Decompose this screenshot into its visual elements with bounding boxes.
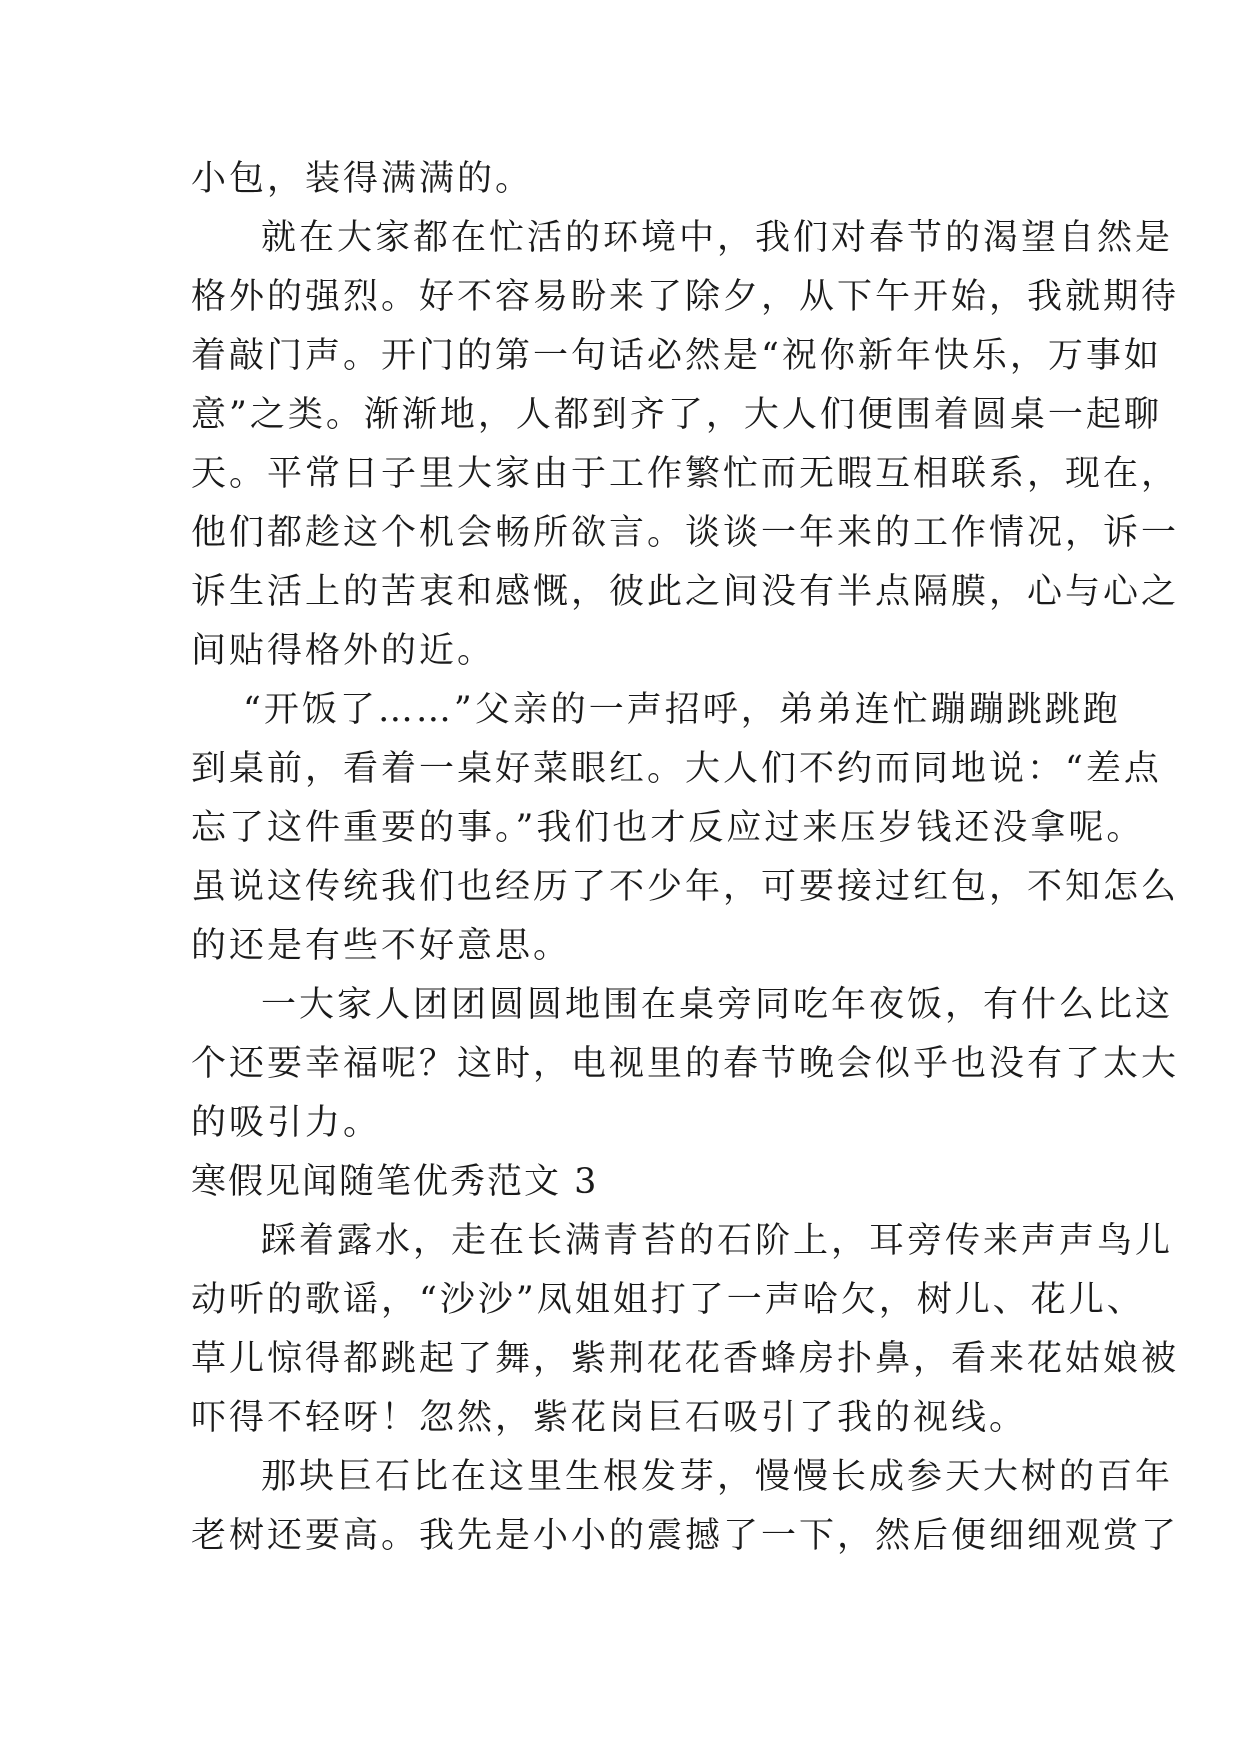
text-line: 就在大家都在忙活的环境中，我们对春节的渴望自然是 (261, 218, 1174, 258)
body-text (191, 150, 1180, 1566)
text-line: “开饭了……”父亲的一声招呼，弟弟连忙蹦蹦跳跳跑 (243, 690, 1121, 730)
text-line: 踩着露水，走在长满青苔的石阶上，耳旁传来声声鸟儿 (261, 1221, 1174, 1261)
text-line: 间贴得格外的近。 (191, 631, 496, 671)
text-line: 草儿惊得都跳起了舞，紫荆花花香蜂房扑鼻，看来花姑娘被 (191, 1339, 1180, 1379)
text-line: 他们都趁这个机会畅所欲言。谈谈一年来的工作情况，诉一 (191, 513, 1180, 553)
text-line: 着敲门声。开门的第一句话必然是“祝你新年快乐，万事如 (191, 336, 1162, 376)
text-line: 诉生活上的苦衷和感慨，彼此之间没有半点隔膜，心与心之 (191, 572, 1180, 612)
text-line: 虽说这传统我们也经历了不少年，可要接过红包，不知怎么 (191, 867, 1180, 907)
text-line: 小包，装得满满的。 (191, 159, 534, 199)
text-line: 老树还要高。我先是小小的震撼了一下，然后便细细观赏了 (191, 1516, 1180, 1556)
text-line: 一大家人团团圆圆地围在桌旁同吃年夜饭，有什么比这 (261, 985, 1174, 1025)
text-line: 个还要幸福呢？这时，电视里的春节晚会似乎也没有了太大 (191, 1044, 1180, 1084)
text-line: 天。平常日子里大家由于工作繁忙而无暇互相联系，现在， (191, 454, 1180, 494)
text-line: 意”之类。渐渐地，人都到齐了，大人们便围着圆桌一起聊 (191, 395, 1162, 435)
text-line: 忘了这件重要的事。”我们也才反应过来压岁钱还没拿呢。 (191, 808, 1145, 848)
text-line: 的还是有些不好意思。 (191, 926, 572, 966)
text-line: 到桌前，看着一桌好菜眼红。大人们不约而同地说：“差点 (191, 749, 1162, 789)
text-line: 吓得不轻呀！忽然，紫花岗巨石吸引了我的视线。 (191, 1398, 1028, 1438)
text-line: 的吸引力。 (191, 1103, 382, 1143)
text-line: 动听的歌谣，“沙沙”凤姐姐打了一声哈欠，树儿、花儿、 (191, 1280, 1145, 1320)
section-heading: 寒假见闻随笔优秀范文 3 (191, 1162, 599, 1202)
text-line: 格外的强烈。好不容易盼来了除夕，从下午开始，我就期待 (191, 277, 1180, 317)
text-line: 那块巨石比在这里生根发芽，慢慢长成参天大树的百年 (261, 1457, 1174, 1497)
